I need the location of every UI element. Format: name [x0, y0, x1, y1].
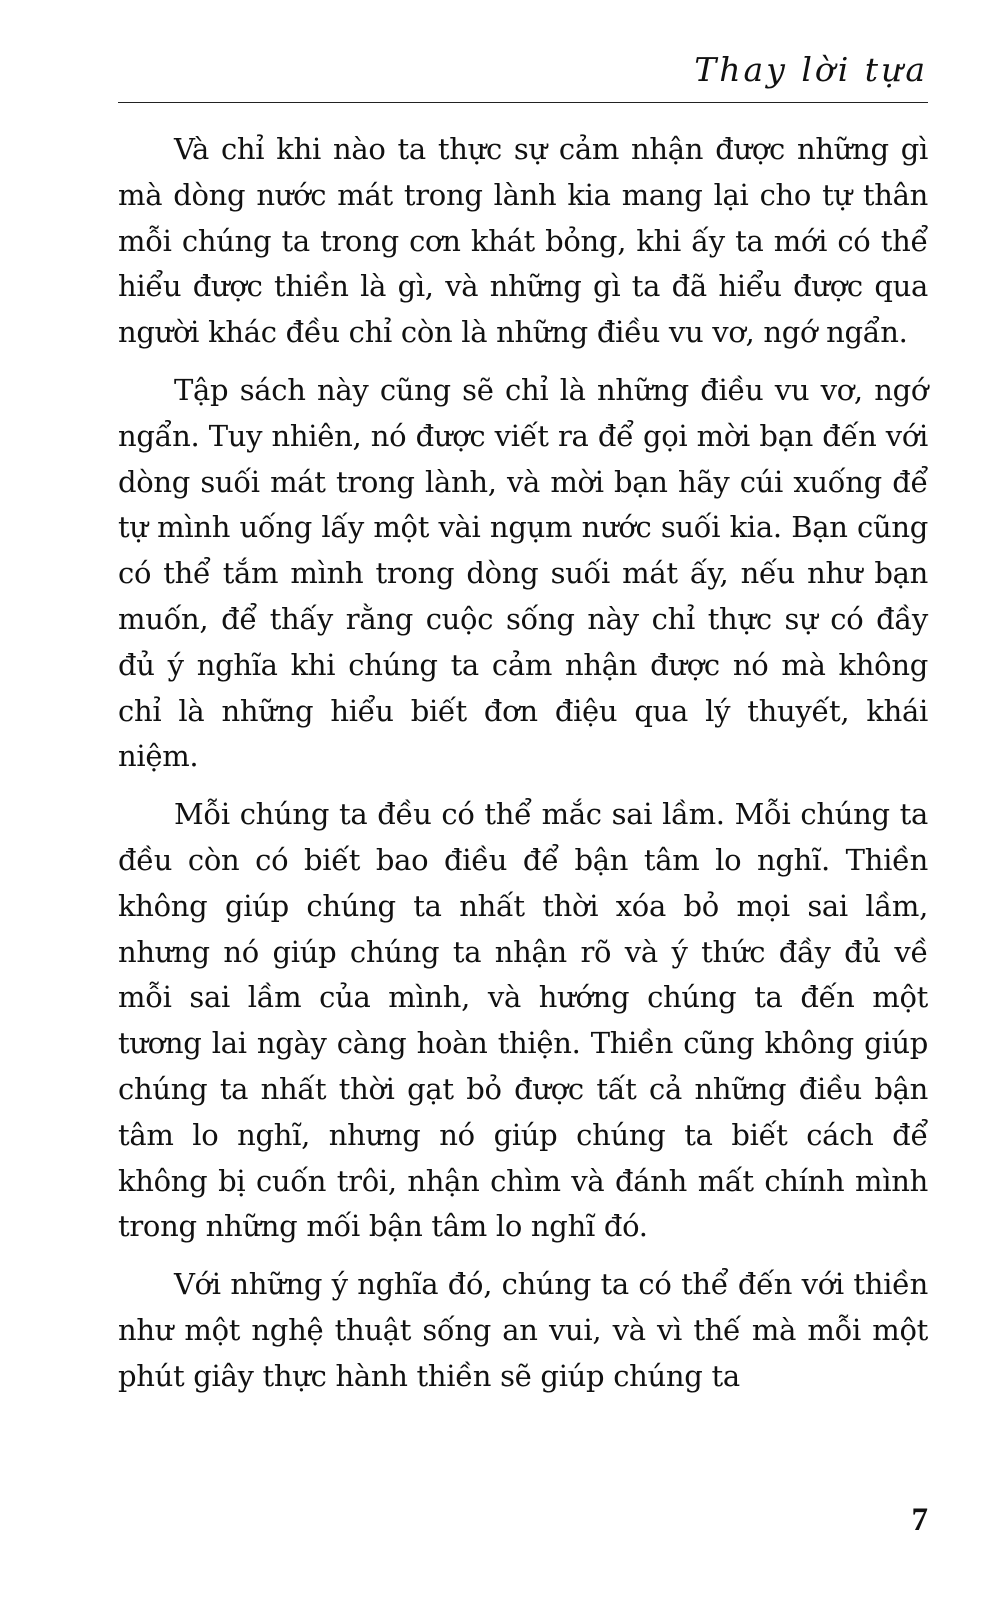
page-number: 7: [911, 1502, 928, 1538]
paragraph-3: Mỗi chúng ta đều có thể mắc sai lầm. Mỗi chúng ta đều còn có biết bao điều để bận tâm lo nghĩ. Thiền không giúp chúng ta nhất thời xóa bỏ mọi sai lầm, nhưng nó giúp chúng ta nhận rõ và ý thức đầy đủ về mỗi sai lầm của mình, và hướng chúng ta đến một tương lai ngày càng hoàn thiện. Thiền cũng không giúp chúng ta nhất thời gạt bỏ được tất cả những điều bận tâm lo nghĩ, nhưng nó giúp chúng ta biết cách để không bị cuốn trôi, nhận chìm và đánh mất chính mình trong những mối bận tâm lo nghĩ đó.: [118, 797, 928, 1244]
paragraph-4: Với những ý nghĩa đó, chúng ta có thể đến với thiền như một nghệ thuật sống an vui, và vì thế mà mỗi một phút giây thực hành thiền sẽ giúp chúng ta: [118, 1267, 928, 1393]
paragraph-2: Tập sách này cũng sẽ chỉ là những điều vu vơ, ngớ ngẩn. Tuy nhiên, nó được viết ra để gọi mời bạn đến với dòng suối mát trong lành, và mời bạn hãy cúi xuống để tự mình uống lấy một vài ngụm nước suối kia. Bạn cũng có thể tắm mình trong dòng suối mát ấy, nếu như bạn muốn, để thấy rằng cuộc sống này chỉ thực sự có đầy đủ ý nghĩa khi chúng ta cảm nhận được nó mà không chỉ là những hiểu biết đơn điệu qua lý thuyết, khái niệm.: [118, 372, 928, 774]
body-text: [118, 127, 928, 1412]
paragraph-1: Và chỉ khi nào ta thực sự cảm nhận được những gì mà dòng nước mát trong lành kia mang lại cho tự thân mỗi chúng ta trong cơn khát bỏng, khi ấy ta mới có thể hiểu được thiền là gì, và những gì ta đã hiểu được qua người khác đều chỉ còn là những điều vu vơ, ngớ ngẩn.: [118, 132, 928, 350]
header-divider: [118, 102, 928, 103]
running-header-title: Thay lời tựa: [694, 50, 928, 89]
